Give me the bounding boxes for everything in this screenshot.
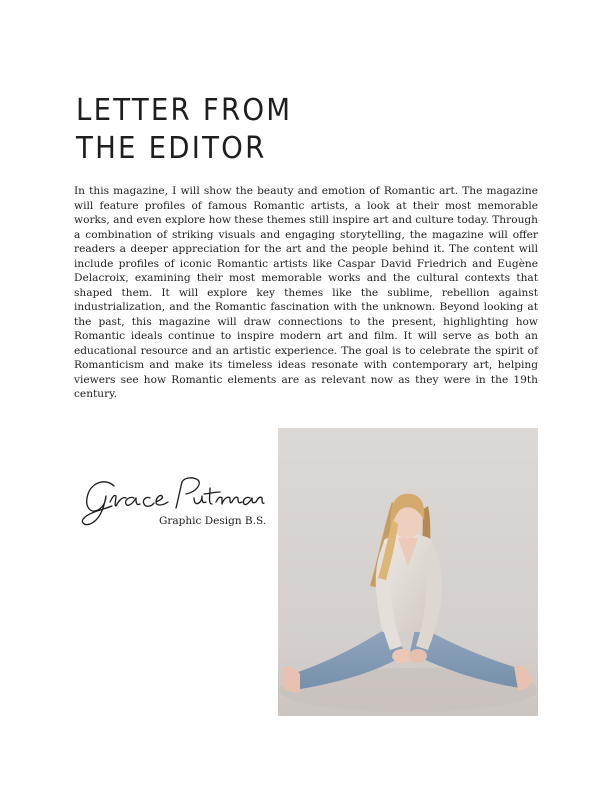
- title-line-1: LETTER FROM: [76, 93, 293, 128]
- editor-portrait-photo: [278, 428, 538, 716]
- signature-caption: Graphic Design B.S.: [159, 515, 267, 527]
- editor-letter-body: In this magazine, I will show the beauty and emotion of Romantic art. The magazine will feature profiles of famous Romantic artists, a look at their most memorable works, and even explore how these themes still inspire art and culture today. Through a combination of striking visuals and engaging storytelling, the magazine will offer readers a deeper appreciation for the art and the people behind it. The content will include profiles of iconic Romantic artists like Caspar David Friedrich and Eugène Delacroix, examining their most memorable works and the cultural contexts that shaped them. It will explore key themes like the sublime, rebellion against industrialization, and the Romantic fascination with the unknown. Beyond looking at the past, this magazine will draw connections to the present, highlighting how Romantic ideals continue to inspire modern art and film. It will serve as both an educational resource and an artistic experience. The goal is to celebrate the spirit of Romanticism and make its timeless ideas resonate with contemporary art, helping viewers see how Romantic elements are as relevant now as they were in the 19th century.: [74, 185, 538, 400]
- portrait-image: [278, 428, 538, 716]
- title-line-2: THE EDITOR: [76, 131, 267, 166]
- page-title: [76, 92, 476, 168]
